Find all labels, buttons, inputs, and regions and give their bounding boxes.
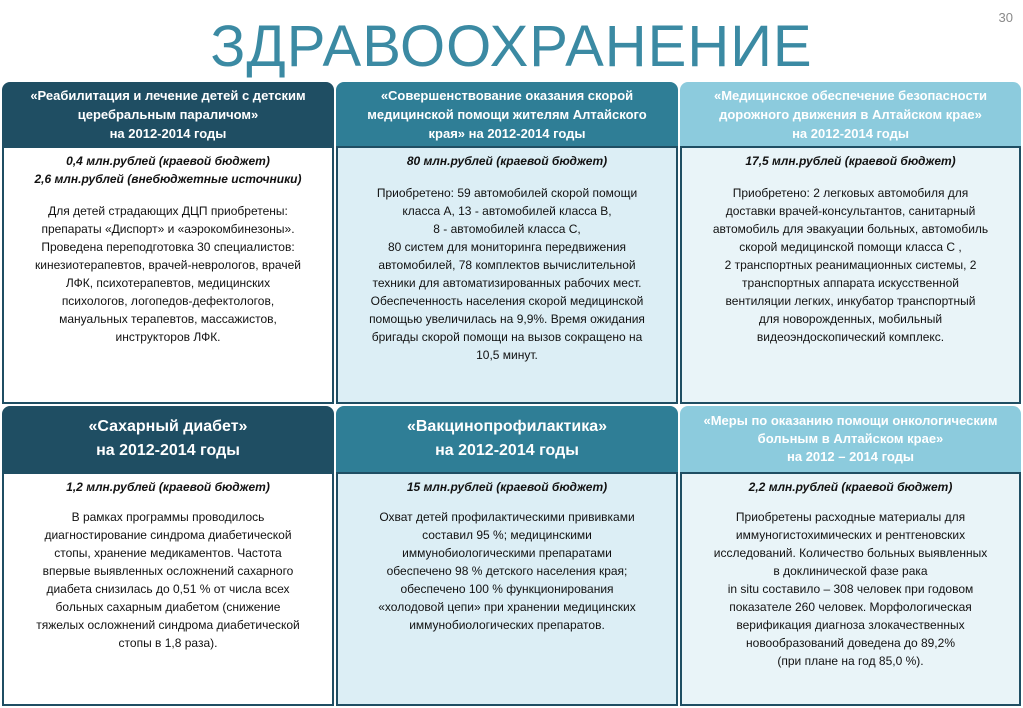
card-body-road-safety bbox=[680, 146, 1021, 404]
card-body-vaccination bbox=[336, 472, 678, 706]
card-header-road-safety: «Медицинское обеспечение безопасности дорожного движения в Алтайском крае» на 2012-2014 годы bbox=[680, 82, 1021, 146]
card-body-oncology bbox=[680, 472, 1021, 706]
budget-text: 2,2 млн.рублей (краевой бюджет) bbox=[748, 480, 953, 494]
card-body-diabetes bbox=[2, 472, 334, 706]
card-description: Охват детей профилактическими прививками составил 95 %; медицинскими иммунобиологическими препаратами обеспечено 98 % детского населения края; обеспечено 100 % функционирования «холодовой цепи» при хранении медицинских иммунобиологических препаратов. bbox=[378, 510, 636, 632]
budget-text: 17,5 млн.рублей (краевой бюджет) bbox=[745, 154, 956, 168]
card-header-diabetes: «Сахарный диабет» на 2012-2014 годы bbox=[2, 406, 334, 472]
card-header-vaccination: «Вакцинопрофилактика» на 2012-2014 годы bbox=[336, 406, 678, 472]
budget-text: 1,2 млн.рублей (краевой бюджет) bbox=[66, 480, 270, 494]
budget-text: 15 млн.рублей (краевой бюджет) bbox=[406, 480, 608, 494]
card-description: В рамках программы проводилось диагностирование синдрома диабетической стопы, хранение медикаментов. Частота впервые выявленных осложнений сахарного диабета снизилась до 0,51 % от числа всех больных сахарным диабетом (снижение тяжелых осложнений синдрома диабетической стопы в 1,8 раза). bbox=[36, 510, 300, 650]
slide-title: ЗДРАВООХРАНЕНИЕ bbox=[210, 14, 813, 79]
card-header-ambulance: «Совершенствование оказания скорой медицинской помощи жителям Алтайского края» на 2012-2014 годы bbox=[336, 82, 678, 146]
card-body-ambulance bbox=[336, 146, 678, 404]
card-description: Приобретено: 2 легковых автомобиля для доставки врачей-консультантов, санитарный автомобиль для эвакуации больных, автомобиль скорой медицинской помощи класса С , 2 транспортных реанимационных системы, 2 транспортных аппарата искусственной вентиляции легких, инкубатор транспортный для новорожденных, мобильный видеоэндоскопический комплекс. bbox=[712, 186, 989, 344]
card-description: Для детей страдающих ДЦП приобретены: препараты «Диспорт» и «аэрокомбинезоны». Проведена переподготовка 30 специалистов: кинезиотерапевтов, врачей-неврологов, врачей ЛФК, психотерапевтов, медицинских психологов, логопедов-дефектологов, мануальных терапевтов, массажистов, инструкторов ЛФК. bbox=[35, 204, 301, 344]
card-header-cerebral-palsy: «Реабилитация и лечение детей с детским церебральным параличом» на 2012-2014 годы bbox=[2, 82, 334, 146]
card-description: Приобретено: 59 автомобилей скорой помощи класса А, 13 - автомобилей класса В, 8 - автомобилей класса С, 80 систем для мониторинга передвижения автомобилей, 78 комплектов вычислительной техники для автоматизированных рабочих мест. Обеспеченность населения скорой медицинской помощью увеличилась на 9,9%. Время ожидания бригады скорой помощи на вызов сокращено на 10,5 минут. bbox=[369, 186, 645, 362]
budget-text: 0,4 млн.рублей (краевой бюджет) 2,6 млн.рублей (внебюджетные источники) bbox=[34, 154, 302, 186]
card-header-oncology: «Меры по оказанию помощи онкологическим больным в Алтайском крае» на 2012 – 2014 годы bbox=[680, 406, 1021, 472]
card-body-cerebral-palsy bbox=[2, 146, 334, 404]
card-description: Приобретены расходные материалы для иммуногистохимических и рентгеновских исследований. Количество больных выявленных в доклинической фазе рака in situ составило – 308 человек при годовом показателе 260 человек. Морфологическая верификация диагноза злокачественных новообразований доведена до 89,2% (при плане на год 85,0 %). bbox=[713, 510, 988, 668]
page-number: 30 bbox=[998, 10, 1013, 25]
budget-text: 80 млн.рублей (краевой бюджет) bbox=[406, 154, 608, 168]
